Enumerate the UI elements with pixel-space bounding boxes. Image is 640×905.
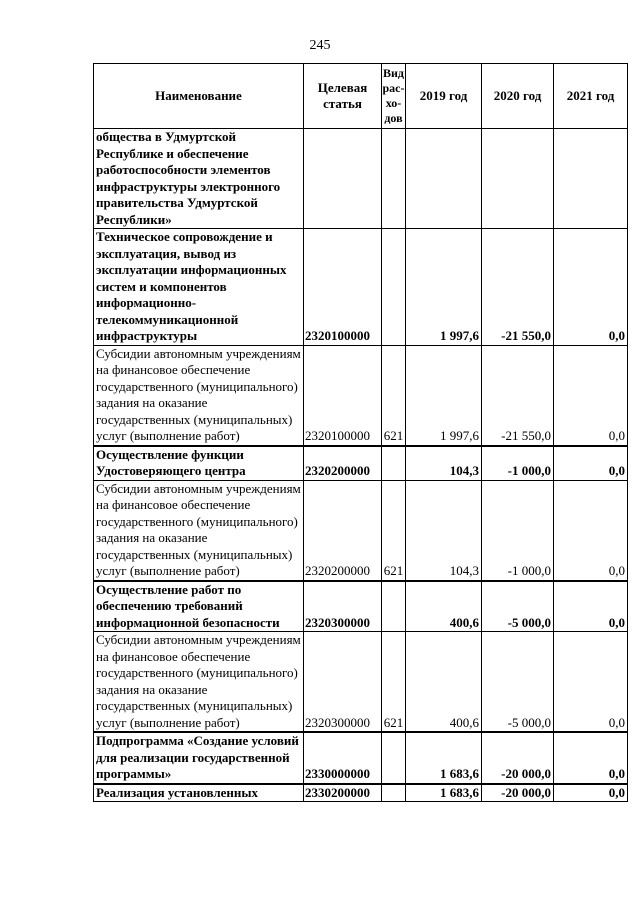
row-2021: 0,0 — [554, 732, 628, 784]
row-2021 — [554, 129, 628, 229]
row-2021: 0,0 — [554, 480, 628, 581]
row-2020 — [482, 129, 554, 229]
budget-table — [93, 63, 628, 802]
row-name: общества в Удмуртской Республике и обеспечение работоспособности элементов инфраструктуры электронного правительства Удмуртской Республики» — [94, 129, 304, 229]
table-row — [94, 480, 628, 581]
row-2020: -20 000,0 — [482, 732, 554, 784]
table-row — [94, 345, 628, 446]
row-2020: -1 000,0 — [482, 446, 554, 481]
row-name: Субсидии автономным учреждениям на финансовое обеспечение государственного (муниципального) задания на оказание государственных (муниципальных) услуг (выполнение работ) — [94, 480, 304, 581]
row-2019: 400,6 — [406, 581, 482, 632]
row-2019: 104,3 — [406, 480, 482, 581]
row-code: 2320300000 — [304, 632, 382, 733]
row-code: 2330000000 — [304, 732, 382, 784]
row-name: Осуществление работ по обеспечению требований информационной безопасности — [94, 581, 304, 632]
table-row — [94, 581, 628, 632]
header-2019: 2019 год — [406, 64, 482, 129]
row-code: 2320200000 — [304, 480, 382, 581]
row-2019: 1 997,6 — [406, 345, 482, 446]
row-vid — [382, 129, 406, 229]
row-vid — [382, 229, 406, 346]
row-vid: 621 — [382, 480, 406, 581]
header-2021: 2021 год — [554, 64, 628, 129]
row-2019: 1 683,6 — [406, 784, 482, 802]
header-vid: Вид рас-хо-дов — [382, 64, 406, 129]
row-name: Техническое сопровождение и эксплуатация, вывод из эксплуатации информационных систем и компонентов информационно-телекоммуникационной инфраструктуры — [94, 229, 304, 346]
row-code — [304, 129, 382, 229]
header-name: Наименование — [94, 64, 304, 129]
row-vid — [382, 446, 406, 481]
row-2020: -21 550,0 — [482, 345, 554, 446]
header-code: Целевая статья — [304, 64, 382, 129]
row-2021: 0,0 — [554, 632, 628, 733]
row-name: Подпрограмма «Создание условий для реализации государственной программы» — [94, 732, 304, 784]
row-vid — [382, 732, 406, 784]
row-code: 2320100000 — [304, 345, 382, 446]
table-header-row — [94, 64, 628, 129]
row-code: 2330200000 — [304, 784, 382, 802]
row-2021: 0,0 — [554, 229, 628, 346]
row-2021: 0,0 — [554, 446, 628, 481]
row-2020: -20 000,0 — [482, 784, 554, 802]
row-2019 — [406, 129, 482, 229]
row-vid — [382, 581, 406, 632]
table-row — [94, 446, 628, 481]
row-2021: 0,0 — [554, 345, 628, 446]
row-2021: 0,0 — [554, 784, 628, 802]
table-row — [94, 784, 628, 802]
row-name: Реализация установленных — [94, 784, 304, 802]
row-2020: -5 000,0 — [482, 581, 554, 632]
row-code: 2320300000 — [304, 581, 382, 632]
row-2020: -5 000,0 — [482, 632, 554, 733]
row-name: Субсидии автономным учреждениям на финансовое обеспечение государственного (муниципального) задания на оказание государственных (муниципальных) услуг (выполнение работ) — [94, 345, 304, 446]
row-2019: 1 683,6 — [406, 732, 482, 784]
row-2020: -21 550,0 — [482, 229, 554, 346]
page-number: 245 — [309, 38, 331, 53]
row-2020: -1 000,0 — [482, 480, 554, 581]
row-vid: 621 — [382, 345, 406, 446]
header-2020: 2020 год — [482, 64, 554, 129]
row-2021: 0,0 — [554, 581, 628, 632]
row-name: Субсидии автономным учреждениям на финансовое обеспечение государственного (муниципального) задания на оказание государственных (муниципальных) услуг (выполнение работ) — [94, 632, 304, 733]
row-name: Осуществление функции Удостоверяющего центра — [94, 446, 304, 481]
row-code: 2320100000 — [304, 229, 382, 346]
table-row — [94, 229, 628, 346]
row-2019: 400,6 — [406, 632, 482, 733]
row-2019: 1 997,6 — [406, 229, 482, 346]
row-vid: 621 — [382, 632, 406, 733]
row-code: 2320200000 — [304, 446, 382, 481]
table-row — [94, 632, 628, 733]
row-vid — [382, 784, 406, 802]
table-row — [94, 732, 628, 784]
row-2019: 104,3 — [406, 446, 482, 481]
table-row — [94, 129, 628, 229]
